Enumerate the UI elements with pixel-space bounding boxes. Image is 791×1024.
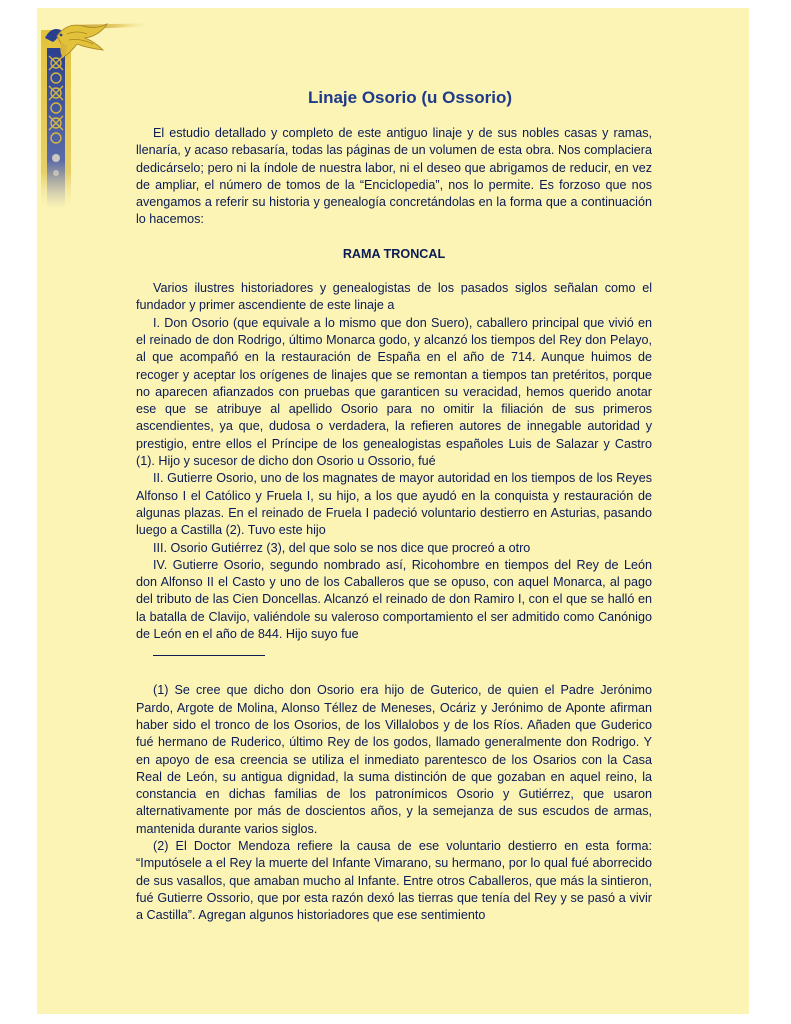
- footnotes: [136, 682, 652, 924]
- document-title: Linaje Osorio (u Ossorio): [307, 88, 513, 107]
- footnote: (1) Se cree que dicho don Osorio era hijo de Guterico, de quien el Padre Jerónimo Pardo, Argote de Molina, Alonso Téllez de Meneses, Ocáriz y Jerónimo de Aponte afirman haber sido el tronco de los Osorios, de los Villalobos y de los Ríos. Añaden que Guderico fué hermano de Ruderico, último Rey de los godos, llamado generalmente don Rodrigo. Y en apoyo de esa creencia se utiliza el inmediato parentesco de los Osarios con la Casa Real de León, su antigua dignidad, la suma distinción de que gozaban en aquel reino, la constancia en dichas familias de los patronímicos Osorio y Gutiérrez, que usaron alternativamente por más de doscientos años, y la semejanza de sus escudos de armas, mantenida durante varios siglos.: [136, 683, 652, 836]
- body-paragraph: IV. Gutierre Osorio, segundo nombrado así, Ricohombre en tiempos del Rey de León don Alfonso II el Casto y uno de los Caballeros que se opuso, con aquel Monarca, al pago del tributo de las Cien Doncellas. Alcanzó el reinado de don Ramiro I, con el que se halló en la batalla de Clavijo, valiéndole su valeroso comportamiento el ser admitido como Canónigo de León en el año de 844. Hijo suyo fue: [136, 557, 652, 642]
- footnote-divider: [153, 655, 265, 656]
- body-paragraph: Varios ilustres historiadores y genealogistas de los pasados siglos señalan como el fundador y primer ascendiente de este linaje a: [136, 281, 652, 313]
- document-body: [136, 125, 652, 924]
- intro-paragraph: El estudio detallado y completo de este antiguo linaje y de sus nobles casas y ramas, llenaría, y acaso rebasaría, todas las páginas de un volumen de esta obra. Nos complaciera dedicárselo; pero ni la índole de nuestra labor, ni el deseo que abrigamos de reducir, en vez de ampliar, el número de tomos de la “Enciclopedia”, nos lo permite. Es forzoso que nos avengamos a referir su historia y genealogía concretándolas en la forma que a continuación lo hacemos:: [136, 126, 652, 227]
- body-paragraph: III. Osorio Gutiérrez (3), del que solo se nos dice que procreó a otro: [153, 540, 531, 555]
- body-paragraph: I. Don Osorio (que equivale a lo mismo que don Suero), caballero principal que vivió en el reinado de don Rodrigo, último Monarca godo, y alcanzó los tiempos del Rey don Pelayo, al que acompañó en la restauración de España en el año de 714. Aunque huimos de recoger y aceptar los orígenes de linajes que se remontan a tiempos tan pretéritos, porque no aparecen afianzados con pruebas que garanticen su veracidad, hemos querido anotar ese que se atribuye al apellido Osorio para no omitir la filiación de sus primeros ascendientes, ya que, dudosa o verdadera, la refieren autores de innegable autoridad y prestigio, entre ellos el Príncipe de los genealogistas españoles Luis de Salazar y Castro (1). Hijo y sucesor de dicho don Osorio u Ossorio, fué: [136, 315, 652, 469]
- section-heading: RAMA TRONCAL: [342, 246, 446, 261]
- body-paragraph: II. Gutierre Osorio, uno de los magnates de mayor autoridad en los tiempos de los Reyes Alfonso I el Católico y Fruela I, su hijo, a los que ayudó en la conquista y restauración de algunas plazas. En el reinado de Fruela I padeció voluntario destierro en Asturias, pasando luego a Castilla (2). Tuvo este hijo: [136, 471, 652, 538]
- footnote: (2) El Doctor Mendoza refiere la causa de ese voluntario destierro en esta forma: “Imputósele a el Rey la muerte del Infante Vimarano, su hermano, por lo qual fué aborrecido de sus vasallos, que amaban mucho al Infante. Entre otros Caballeros, que más la sintieron, fué Gutierre Ossorio, que por esta razón dexó las tierras que tenía del Rey y se pasó a vivir a Castilla”. Agregan algunos historiadores que ese sentimiento: [136, 838, 652, 923]
- document-page: [37, 8, 749, 1014]
